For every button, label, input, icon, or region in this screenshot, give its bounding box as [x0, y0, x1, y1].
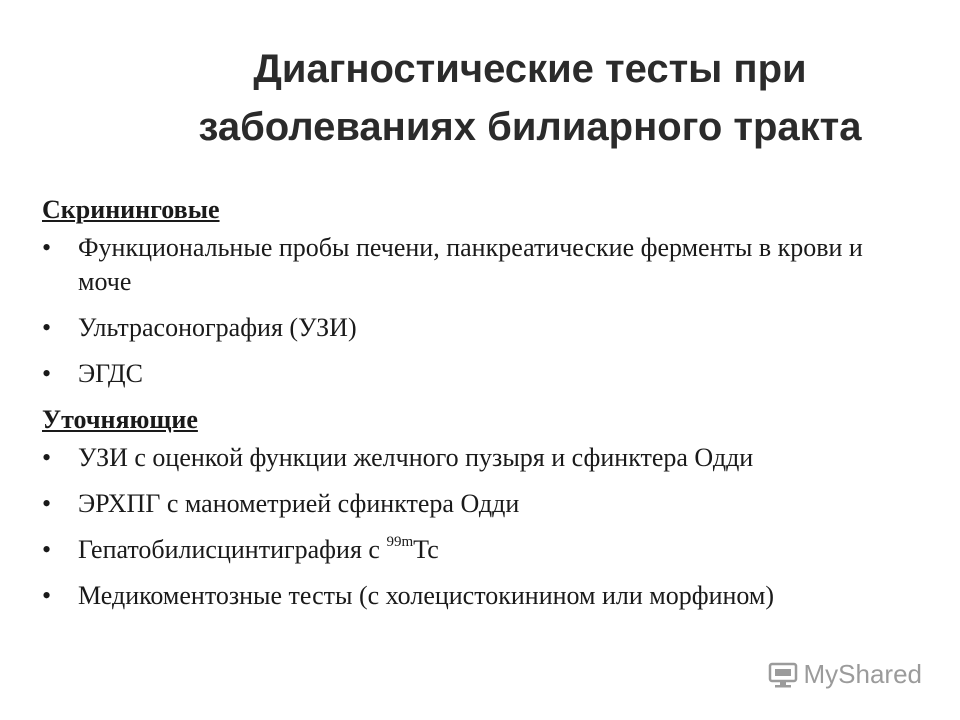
title-line-2: заболеваниях билиарного тракта	[198, 105, 862, 149]
bullet-icon: •	[42, 581, 52, 610]
watermark	[768, 659, 923, 690]
slide-content	[42, 193, 918, 625]
list-item-text	[78, 533, 918, 567]
bullet-icon: •	[42, 443, 52, 472]
slide-title	[130, 40, 930, 156]
scintigraphy-text: Гепатобилисцинтиграфия с	[78, 535, 387, 564]
list-item-text: Функциональные пробы печени, панкреатические ферменты в крови и моче	[78, 233, 863, 296]
list-item-text: Медикоментозные тесты (с холецистокинином или морфином)	[78, 581, 775, 610]
watermark-text: MyShared	[803, 659, 922, 689]
list-item	[42, 231, 918, 299]
bullet-icon: •	[42, 233, 52, 262]
bullet-icon: •	[42, 489, 52, 518]
list-item	[42, 311, 918, 345]
list-item-text: Ультрасонография (УЗИ)	[78, 313, 357, 342]
list-item	[42, 357, 918, 391]
bullet-icon: •	[42, 359, 52, 388]
screening-list	[42, 231, 918, 391]
list-item	[42, 441, 918, 475]
myshared-logo-icon	[768, 661, 798, 689]
list-item	[42, 533, 918, 567]
list-item	[42, 579, 918, 613]
clarifying-list	[42, 441, 918, 613]
list-item-text: УЗИ с оценкой функции желчного пузыря и сфинктера Одди	[78, 443, 754, 472]
list-item	[42, 487, 918, 521]
section-heading-screening: Скрининговые	[42, 195, 220, 224]
list-item-text: ЭГДС	[78, 359, 143, 388]
bullet-icon: •	[42, 313, 52, 342]
section-heading-clarifying: Уточняющие	[42, 405, 198, 434]
isotope-mass-number: 99m	[386, 534, 414, 550]
list-item-text: ЭРХПГ с манометрией сфинктера Одди	[78, 489, 520, 518]
title-line-1: Диагностические тесты при	[253, 47, 807, 91]
bullet-icon: •	[42, 535, 52, 564]
isotope-symbol: Tc	[413, 535, 439, 564]
